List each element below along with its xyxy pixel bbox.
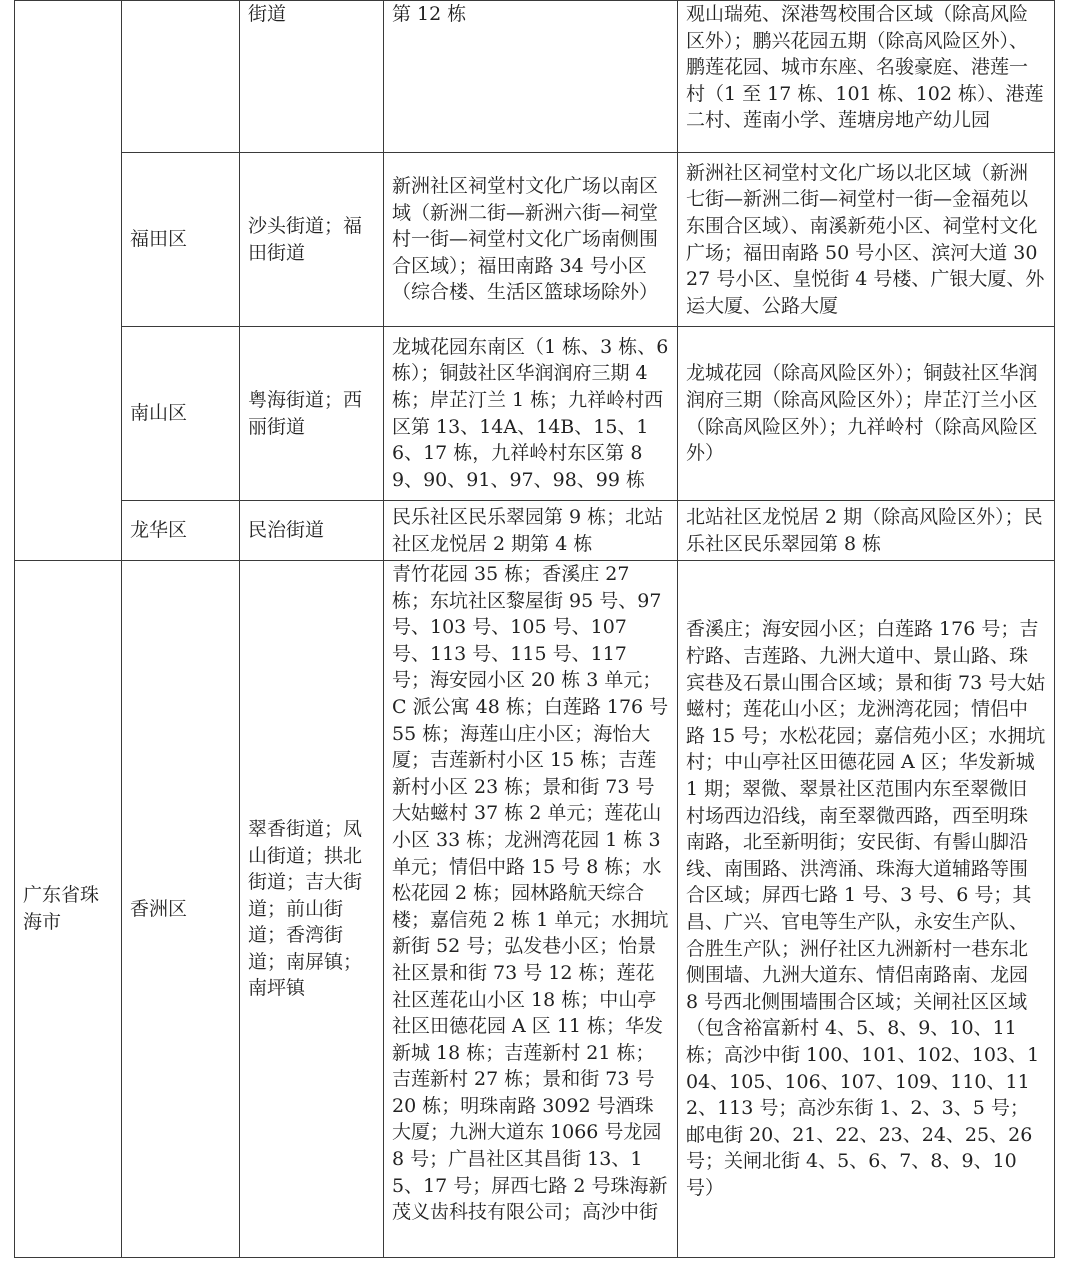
province-cell <box>15 1 122 561</box>
district-cell <box>122 1 240 153</box>
medium-risk-cell: 龙城花园东南区（1 栋、3 栋、6 栋）；铜鼓社区华润润府三期 4 栋；岸芷汀兰 1 栋；九祥岭村西区第 13、14A、14B、15、16、17 栋，九祥岭村东区第 89、90、91、97、98、99 栋 <box>384 327 678 501</box>
street-cell: 粤海街道；西丽街道 <box>240 327 384 501</box>
district-cell: 福田区 <box>122 153 240 327</box>
low-risk-cell: 龙城花园（除高风险区外）；铜鼓社区华润润府三期（除高风险区外）；岸芷汀兰小区（除高风险区外）；九祥岭村（除高风险区外） <box>678 327 1055 501</box>
street-cell: 沙头街道；福田街道 <box>240 153 384 327</box>
risk-area-table <box>14 0 1055 1258</box>
table-row <box>15 153 1055 327</box>
medium-risk-cell: 民乐社区民乐翠园第 9 栋；北站社区龙悦居 2 期第 4 栋 <box>384 501 678 561</box>
low-risk-cell: 香溪庄；海安园小区；白莲路 176 号；吉柠路、吉莲路、九洲大道中、景山路、珠宾巷及石景山围合区域；景和街 73 号大姑螆村；莲花山小区；龙洲湾花园；情侣中路 15 号；水松花园；嘉信苑小区；水拥坑村；中山亭社区田德花园 A 区；华发新城 1 期；翠微、翠景社区范围内东至翠微旧村场西边沿线，南至翠微西路，西至明珠南路，北至新明街；安民街、有髻山脚沿线、南围路、洪湾涌、珠海大道辅路等围合区域；屏西七路 1 号、3 号、6 号；其昌、广兴、官电等生产队，永安生产队、合胜生产队；洲仔社区九洲新村一巷东北侧围墙、九洲大道东、情侣南路南、龙园 8 号西北侧围墙围合区域；关闸社区区域（包含裕富新村 4、5、8、9、10、11 栋；高沙中街 100、101、102、103、104、105、106、107、109、110、112、113 号；高沙东街 1、2、3、5 号；邮电街 20、21、22、23、24、25、26 号；关闸北街 4、5、6、7、8、9、10 号） <box>678 561 1055 1258</box>
district-cell: 龙华区 <box>122 501 240 561</box>
low-risk-cell: 新洲社区祠堂村文化广场以北区域（新洲七街—新洲二街—祠堂村一街—金福苑以东围合区域）、南溪新苑小区、祠堂村文化广场；福田南路 50 号小区、滨河大道 3027 号小区、皇悦街 4 号楼、广银大厦、外运大厦、公路大厦 <box>678 153 1055 327</box>
low-risk-cell: 观山瑞苑、深港驾校围合区域（除高风险区外）；鹏兴花园五期（除高风险区外）、鹏莲花园、城市东座、名骏豪庭、港莲一村（1 至 17 栋、101 栋、102 栋）、港莲二村、莲南小学、莲塘房地产幼儿园 <box>678 1 1055 153</box>
medium-risk-cell: 青竹花园 35 栋；香溪庄 27 栋；东坑社区黎屋街 95 号、97 号、103 号、105 号、107 号、113 号、115 号、117 号；海安园小区 20 栋 3 单元；C 派公寓 48 栋；白莲路 176 号 55 栋；海莲山庄小区；海怡大厦；吉莲新村小区 15 栋；吉莲新村小区 23 栋；景和街 73 号大姑螆村 37 栋 2 单元；莲花山小区 33 栋；龙洲湾花园 1 栋 3 单元；情侣中路 15 号 8 栋；水松花园 2 栋；园林路航天综合楼；嘉信苑 2 栋 1 单元；水拥坑新街 52 号；弘发巷小区；怡景社区景和街 73 号 12 栋；莲花社区莲花山小区 18 栋；中山亭社区田德花园 A 区 11 栋；华发新城 18 栋；吉莲新村 21 栋；吉莲新村 27 栋；景和街 73 号 20 栋；明珠南路 3092 号酒珠大厦；九洲大道东 1066 号龙园 8 号；广昌社区其昌街 13、15、17 号；屏西七路 2 号珠海新茂义齿科技有限公司；高沙中街 <box>384 561 678 1258</box>
medium-risk-cell: 第 12 栋 <box>384 1 678 153</box>
medium-risk-cell: 新洲社区祠堂村文化广场以南区域（新洲二街—新洲六街—祠堂村一街—祠堂村文化广场南侧围合区域）；福田南路 34 号小区（综合楼、生活区篮球场除外） <box>384 153 678 327</box>
street-cell: 街道 <box>240 1 384 153</box>
district-cell: 南山区 <box>122 327 240 501</box>
table-row <box>15 1 1055 153</box>
street-cell: 翠香街道；凤山街道；拱北街道；吉大街道；前山街道；香湾街道；南屏镇；南坪镇 <box>240 561 384 1258</box>
low-risk-cell: 北站社区龙悦居 2 期（除高风险区外）；民乐社区民乐翠园第 8 栋 <box>678 501 1055 561</box>
province-cell: 广东省珠海市 <box>15 561 122 1258</box>
table-row <box>15 327 1055 501</box>
district-cell: 香洲区 <box>122 561 240 1258</box>
street-cell: 民治街道 <box>240 501 384 561</box>
table-row <box>15 501 1055 561</box>
table-row <box>15 561 1055 1258</box>
